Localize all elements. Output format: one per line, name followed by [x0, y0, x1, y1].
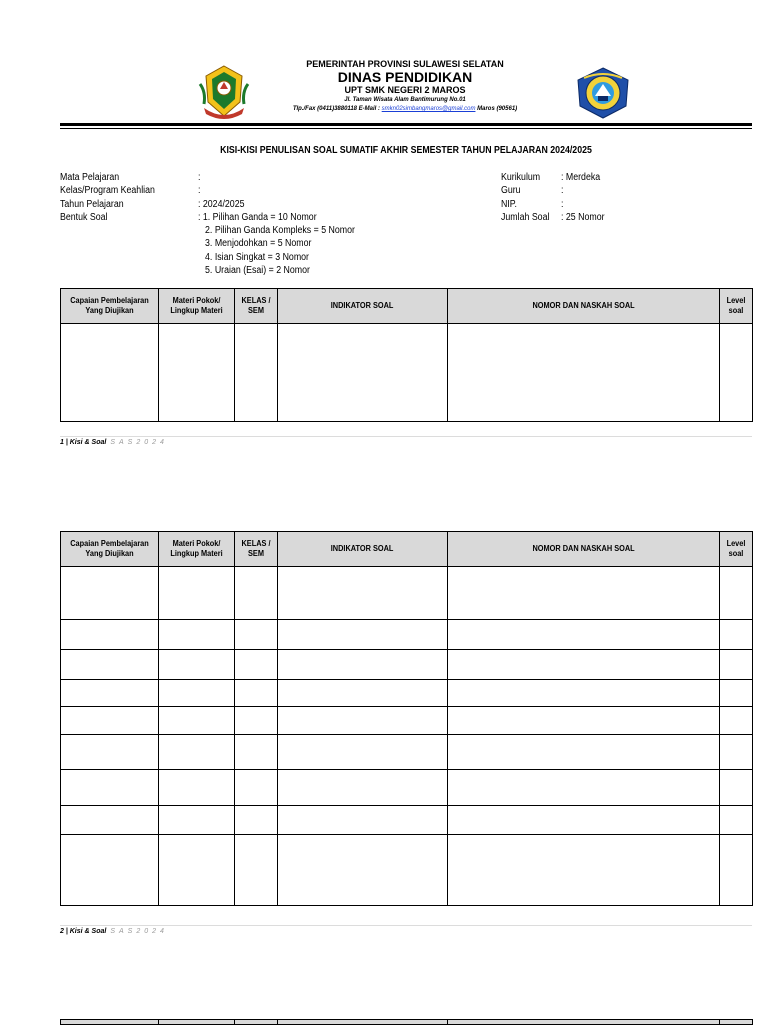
label-nip: NIP. [501, 198, 517, 210]
footer-rule-page-2 [60, 925, 752, 926]
col-kelas-header: KELAS / SEM [235, 532, 278, 567]
table-row [61, 324, 753, 422]
table-row [61, 680, 753, 707]
label-mata-pelajaran: Mata Pelajaran [60, 172, 120, 183]
meta-left-values [198, 171, 355, 277]
value-tahun-pelajaran: : 2024/2025 [198, 198, 245, 210]
kisi-table-page-1 [60, 288, 753, 422]
label-tahun-pelajaran: Tahun Pelajaran [60, 198, 124, 210]
page-footer-1: 1 | Kisi & Soal SAS2024 [60, 439, 168, 446]
value-jumlah-soal: : 25 Nomor [561, 211, 605, 223]
col-level-header: Level soal [720, 532, 753, 567]
letterhead-contact [250, 105, 560, 114]
value-kelas-program: : [198, 185, 201, 197]
col-indikator-header: INDIKATOR SOAL [278, 289, 448, 324]
letterhead-address: Jl. Taman Wisata Alam Bantimurung No.01 [344, 97, 466, 103]
letterhead-department: DINAS PENDIDIKAN [337, 69, 473, 85]
meta-left-labels [60, 171, 155, 224]
contact-phone: Tlp./Fax (0411)3880118 E-Mail : [292, 106, 382, 112]
kisi-table-page-2 [60, 531, 753, 906]
label-kelas-program: Kelas/Program Keahlian [60, 185, 155, 197]
table-row [61, 835, 753, 906]
label-kurikulum: Kurikulum [501, 172, 541, 183]
letterhead-rule-thick [60, 123, 752, 126]
label-jumlah-soal: Jumlah Soal [501, 211, 550, 223]
table-row [61, 650, 753, 680]
table-row [61, 735, 753, 770]
meta-right-values [561, 171, 605, 224]
bentuk-soal-item-3: 3. Menjodohkan = 5 Nomor [205, 238, 312, 250]
right-logo [574, 66, 632, 120]
col-materi-header: Materi Pokok/ Lingkup Materi [159, 532, 235, 567]
kisi-table-page-3 [60, 1019, 753, 1025]
value-mata-pelajaran: : [198, 172, 201, 183]
value-guru: : [561, 185, 564, 197]
table-header-row [61, 289, 753, 324]
value-nip: : [561, 198, 564, 210]
value-kurikulum: : Merdeka [561, 172, 601, 183]
col-kelas-header: KELAS / SEM [235, 289, 278, 324]
col-indikator-header: INDIKATOR SOAL [278, 532, 448, 567]
bentuk-soal-item-2: 2. Pilihan Ganda Kompleks = 5 Nomor [205, 225, 355, 237]
value-bentuk-soal: : 1. Pilihan Ganda = 10 Nomor [198, 211, 317, 223]
bentuk-soal-item-4: 4. Isian Singkat = 3 Nomor [205, 251, 309, 263]
letterhead-government: PEMERINTAH PROVINSI SULAWESI SELATAN [306, 59, 504, 69]
page-footer-2: 2 | Kisi & Soal SAS2024 [60, 928, 168, 935]
document-title: KISI-KISI PENULISAN SOAL SUMATIF AKHIR SEMESTER TAHUN PELAJARAN 2024/2025 [220, 145, 592, 156]
label-bentuk-soal: Bentuk Soal [60, 211, 108, 223]
contact-city: Maros (90561) [475, 106, 518, 112]
col-nomor-header: NOMOR DAN NASKAH SOAL [448, 532, 720, 567]
col-level-header: Level soal [720, 289, 753, 324]
letterhead-school: UPT SMK NEGERI 2 MAROS [344, 85, 466, 95]
col-materi-header: Materi Pokok/ Lingkup Materi [159, 289, 235, 324]
left-logo [198, 62, 250, 122]
footer-rule-page-1 [60, 436, 752, 437]
letterhead-rule-thin [60, 128, 752, 129]
bentuk-soal-item-5: 5. Uraian (Esai) = 2 Nomor [205, 265, 310, 277]
table-row [61, 567, 753, 620]
col-capaian-header: Capaian Pembelajaran Yang Diujikan [61, 532, 159, 567]
meta-right-labels [501, 171, 549, 224]
table-row [61, 620, 753, 650]
table-row [61, 770, 753, 806]
table-header-row [61, 532, 753, 567]
label-guru: Guru [501, 185, 521, 197]
table-row [61, 707, 753, 735]
email-link[interactable]: smkn02simbangmaros@gmail.com [381, 106, 476, 112]
table-row [61, 806, 753, 835]
col-nomor-header: NOMOR DAN NASKAH SOAL [448, 289, 720, 324]
col-capaian-header: Capaian Pembelajaran Yang Diujikan [61, 289, 159, 324]
